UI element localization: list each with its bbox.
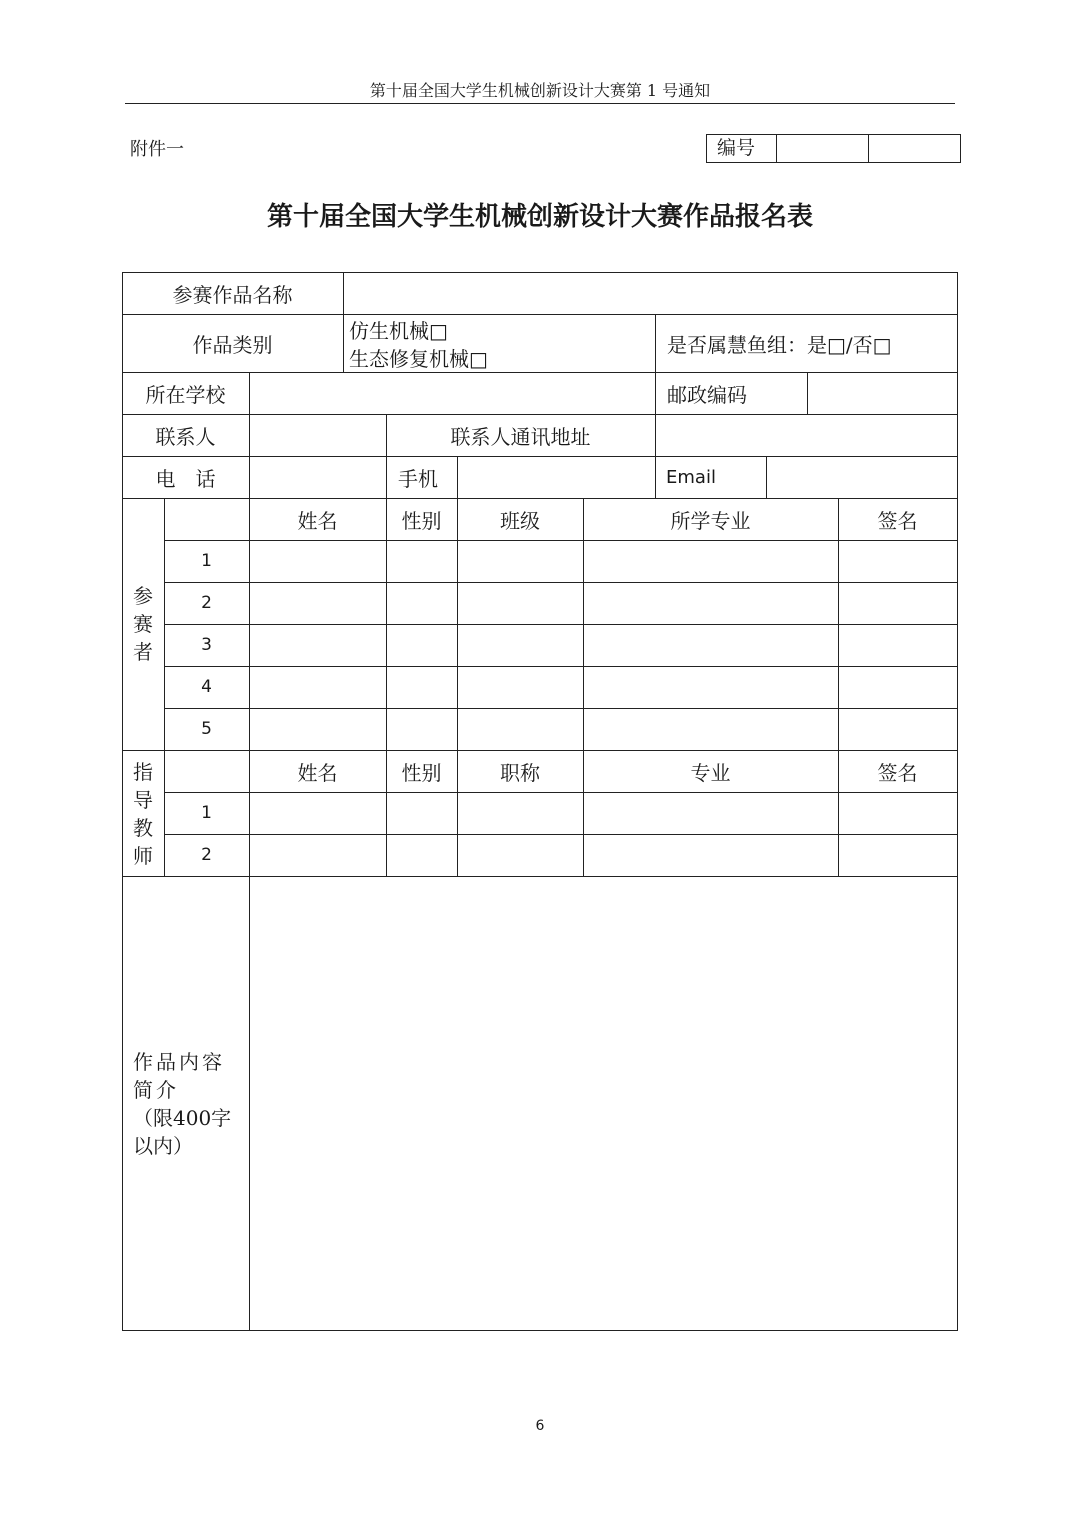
teachers-header-major: 专业 bbox=[690, 760, 731, 785]
teachers-header-signature: 签名 bbox=[877, 760, 918, 785]
participant-row-number: 1 bbox=[201, 551, 212, 571]
participants-group-label: 参赛者 bbox=[133, 584, 153, 664]
email-label: Email bbox=[666, 466, 716, 488]
participants-header-gender: 性别 bbox=[401, 508, 442, 533]
serial-number-box bbox=[706, 134, 961, 163]
intro-label-line: 简介 bbox=[133, 1078, 179, 1102]
col-line bbox=[386, 498, 387, 876]
col-line bbox=[583, 498, 584, 876]
attachment-label: 附件一 bbox=[130, 139, 184, 160]
intro-label-line: 以内） bbox=[133, 1134, 193, 1158]
contact-address-label: 联系人通讯地址 bbox=[450, 424, 591, 449]
intro-label-line: 作品内容 bbox=[133, 1050, 225, 1074]
entry-name-field[interactable] bbox=[344, 273, 956, 313]
category-option-bionic[interactable]: 仿生机械□ bbox=[349, 318, 448, 343]
participant-row-number: 3 bbox=[201, 635, 212, 655]
teacher-row-number: 2 bbox=[201, 845, 212, 865]
serial-field-1[interactable] bbox=[777, 135, 869, 162]
intro-field[interactable] bbox=[250, 877, 956, 1329]
participants-header-name: 姓名 bbox=[297, 508, 338, 533]
participants-header-signature: 签名 bbox=[877, 508, 918, 533]
category-label: 作品类别 bbox=[192, 332, 273, 357]
participant-row-number: 4 bbox=[201, 677, 212, 697]
col-line bbox=[838, 498, 839, 876]
participants-header-major: 所学专业 bbox=[670, 508, 751, 533]
teachers-header-name: 姓名 bbox=[297, 760, 338, 785]
header-rule bbox=[125, 103, 955, 104]
col-line bbox=[457, 498, 458, 876]
postcode-field[interactable] bbox=[808, 373, 956, 413]
school-label: 所在学校 bbox=[145, 382, 226, 407]
postcode-label: 邮政编码 bbox=[667, 382, 747, 407]
serial-label: 编号 bbox=[707, 135, 777, 162]
entry-name-label: 参赛作品名称 bbox=[172, 282, 293, 307]
mobile-field[interactable] bbox=[458, 457, 654, 497]
participant-row-number: 5 bbox=[201, 719, 212, 739]
page-header: 第十届全国大学生机械创新设计大赛第 1 号通知 bbox=[369, 81, 711, 100]
contact-label: 联系人 bbox=[155, 424, 216, 449]
phone-field[interactable] bbox=[250, 457, 385, 497]
teachers-header-gender: 性别 bbox=[401, 760, 442, 785]
school-field[interactable] bbox=[250, 373, 654, 413]
serial-field-2[interactable] bbox=[869, 135, 960, 162]
huiyu-group-label: 是否属慧鱼组：是□/否□ bbox=[667, 332, 892, 357]
category-option-eco-repair[interactable]: 生态修复机械□ bbox=[349, 346, 488, 371]
table-border-right bbox=[957, 272, 958, 1331]
contact-address-field[interactable] bbox=[656, 415, 956, 455]
form-title: 第十届全国大学生机械创新设计大赛作品报名表 bbox=[266, 202, 813, 232]
participant-row-number: 2 bbox=[201, 593, 212, 613]
col-line bbox=[655, 314, 656, 498]
mobile-label: 手机 bbox=[398, 466, 438, 491]
teachers-group-label: 指导教师 bbox=[133, 760, 153, 868]
intro-label-line: （限400字 bbox=[133, 1106, 232, 1130]
contact-field[interactable] bbox=[250, 415, 385, 455]
page-number: 6 bbox=[535, 1418, 545, 1434]
email-field[interactable] bbox=[767, 457, 956, 497]
participants-header-class: 班级 bbox=[500, 508, 540, 533]
table-border-bottom bbox=[122, 1330, 958, 1331]
phone-label: 电 话 bbox=[155, 466, 216, 491]
teacher-row-number: 1 bbox=[201, 803, 212, 823]
intro-label bbox=[133, 1048, 243, 1160]
teachers-header-title: 职称 bbox=[500, 760, 540, 785]
